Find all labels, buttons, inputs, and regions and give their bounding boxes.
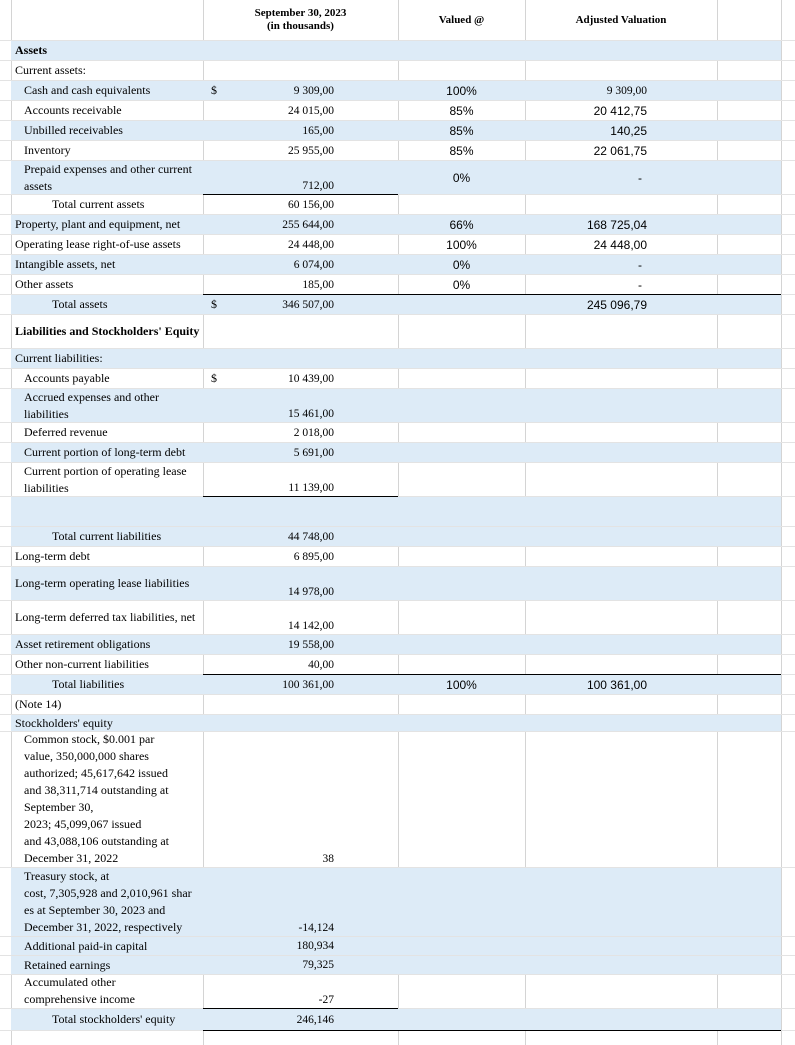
- value-cell[interactable]: 25 955,00: [288, 144, 334, 157]
- row-label-line: cost, 7,305,928 and 2,010,961 shar: [24, 886, 192, 900]
- table-row: [0, 389, 795, 423]
- row-label-line: authorized; 45,617,642 issued: [24, 766, 168, 780]
- valued-percent-cell[interactable]: 66%: [449, 217, 474, 232]
- underline-rule: [203, 674, 781, 675]
- row-label-line: December 31, 2022, respectively: [24, 920, 183, 934]
- row-label[interactable]: [11, 389, 203, 422]
- row-label-line: Common stock, $0.001 par: [24, 732, 155, 746]
- valued-percent-cell[interactable]: 100%: [446, 677, 477, 692]
- value-cell[interactable]: 79,325: [302, 959, 334, 971]
- table-row: [0, 275, 795, 295]
- value-cell[interactable]: 2 018,00: [293, 426, 334, 439]
- row-label-text: Current assets:: [15, 63, 86, 77]
- value-cell[interactable]: 246,146: [296, 1013, 334, 1026]
- adjusted-valuation-cell[interactable]: 22 061,75: [593, 143, 647, 158]
- row-label[interactable]: [11, 1009, 203, 1030]
- table-row: [0, 675, 795, 695]
- row-label-text: Total current assets: [52, 197, 145, 211]
- table-row: [0, 695, 795, 715]
- value-cell[interactable]: 100 361,00: [282, 678, 334, 691]
- row-label-text: Total stockholders' equity: [52, 1012, 176, 1026]
- row-label-text: Retained earnings: [24, 957, 111, 972]
- adjusted-valuation-cell[interactable]: 24 448,00: [593, 237, 647, 252]
- value-cell[interactable]: 11 139,00: [288, 482, 334, 494]
- value-cell[interactable]: 6 074,00: [293, 258, 334, 271]
- table-row: [0, 1009, 795, 1031]
- row-label-text: Inventory: [24, 143, 71, 157]
- row-label[interactable]: [11, 732, 203, 867]
- row-label-line: Treasury stock, at: [24, 869, 110, 883]
- value-cell[interactable]: -27: [318, 994, 334, 1006]
- row-label[interactable]: [11, 275, 203, 294]
- row-label-line: Accumulated other: [24, 975, 116, 989]
- table-row: [0, 868, 795, 937]
- row-label-text: Current portion of long-term debt: [24, 445, 186, 459]
- row-label-text: Accounts receivable: [24, 103, 122, 117]
- valued-percent-cell[interactable]: 0%: [452, 257, 471, 272]
- row-label[interactable]: [11, 423, 203, 442]
- value-cell[interactable]: 6 895,00: [293, 550, 334, 563]
- table-row: [0, 956, 795, 975]
- row-label-text: Intangible assets, net: [15, 257, 116, 271]
- table-row: [0, 547, 795, 567]
- value-cell[interactable]: 19 558,00: [288, 638, 334, 651]
- table-row: [0, 601, 795, 635]
- table-row: [0, 141, 795, 161]
- row-label-text: Other assets: [15, 277, 74, 291]
- row-label-text: Other non-current liabilities: [15, 657, 149, 671]
- row-label[interactable]: [11, 547, 203, 566]
- underline-rule: [203, 1030, 781, 1031]
- adjusted-valuation-cell[interactable]: -: [638, 277, 642, 292]
- table-row: [0, 527, 795, 547]
- currency-symbol: $: [211, 371, 217, 385]
- row-label[interactable]: [11, 675, 203, 694]
- value-cell[interactable]: 60 156,00: [288, 198, 334, 211]
- table-row: [0, 635, 795, 655]
- table-row: [0, 715, 795, 732]
- row-label-text: (Note 14): [15, 697, 62, 711]
- row-label[interactable]: [11, 655, 203, 674]
- row-label-line: value, 350,000,000 shares: [24, 749, 149, 763]
- row-label-text: Asset retirement obligations: [15, 637, 151, 651]
- header-row: [0, 0, 795, 41]
- row-label-line: and 38,311,714 outstanding at: [24, 783, 169, 797]
- table-row: [0, 443, 795, 463]
- row-label-text: Property, plant and equipment, net: [15, 217, 181, 231]
- value-cell[interactable]: 38: [322, 853, 334, 865]
- row-label[interactable]: [11, 255, 203, 274]
- row-label[interactable]: [11, 715, 203, 731]
- currency-symbol: $: [211, 83, 217, 97]
- value-cell[interactable]: 180,934: [296, 940, 334, 952]
- table-row: [0, 349, 795, 369]
- row-label-text: Long-term deferred tax liabilities, net: [15, 610, 196, 624]
- valued-percent-cell[interactable]: 85%: [449, 143, 474, 158]
- table-row: [0, 295, 795, 315]
- adjusted-valuation-cell[interactable]: 245 096,79: [586, 297, 647, 312]
- row-label[interactable]: [11, 315, 203, 348]
- value-cell[interactable]: 44 748,00: [288, 530, 334, 543]
- row-label[interactable]: [11, 567, 203, 600]
- row-label[interactable]: [11, 349, 203, 368]
- row-label-text: Total current liabilities: [52, 529, 162, 543]
- valued-percent-cell[interactable]: 85%: [449, 123, 474, 138]
- row-label-line: and 43,088,106 outstanding at: [24, 834, 169, 848]
- row-label-text: Total liabilities: [52, 677, 125, 691]
- table-row: [0, 463, 795, 497]
- row-label-text: Deferred revenue: [24, 425, 108, 439]
- row-label-line: comprehensive income: [24, 992, 135, 1006]
- adjusted-valuation-cell[interactable]: -: [638, 170, 642, 185]
- table-row: [0, 61, 795, 81]
- table-row: [0, 41, 795, 61]
- adjusted-valuation-cell[interactable]: 9 309,00: [606, 84, 647, 97]
- table-row: [0, 215, 795, 235]
- table-row: [0, 81, 795, 101]
- row-label[interactable]: [11, 141, 203, 160]
- value-cell[interactable]: 40,00: [308, 658, 334, 671]
- header-valued[interactable]: Valued @: [438, 13, 485, 26]
- row-label-text: Stockholders' equity: [15, 715, 113, 730]
- currency-symbol: $: [211, 297, 217, 311]
- row-label-text: Cash and cash equivalents: [24, 83, 151, 97]
- valued-percent-cell[interactable]: 85%: [449, 103, 474, 118]
- row-label-text: Prepaid expenses and other current assets: [24, 161, 192, 193]
- header-date-line1: September 30, 2023: [254, 7, 347, 19]
- row-label[interactable]: [11, 101, 203, 120]
- row-label[interactable]: [11, 121, 203, 140]
- value-cell[interactable]: 255 644,00: [282, 218, 334, 231]
- table-row: [0, 235, 795, 255]
- header-date-line2: (in thousands): [267, 20, 334, 32]
- table-row: [0, 369, 795, 389]
- row-label-text: Assets: [15, 43, 47, 57]
- table-row: [0, 732, 795, 868]
- value-cell[interactable]: 165,00: [302, 124, 334, 137]
- table-row: [0, 195, 795, 215]
- valued-percent-cell[interactable]: 100%: [446, 237, 477, 252]
- value-cell[interactable]: 14 142,00: [288, 620, 334, 632]
- row-label-text: Unbilled receivables: [24, 123, 123, 137]
- value-cell[interactable]: 712,00: [302, 180, 334, 192]
- row-label[interactable]: [11, 235, 203, 254]
- row-label-line: es at September 30, 2023 and: [24, 903, 166, 917]
- row-label[interactable]: [11, 497, 203, 526]
- underline-rule: [203, 1008, 398, 1009]
- adjusted-valuation-cell[interactable]: 20 412,75: [593, 103, 647, 118]
- table-row: [0, 161, 795, 195]
- value-cell[interactable]: 9 309,00: [293, 84, 334, 97]
- row-label-text: Current portion of operating lease liabilities: [24, 463, 187, 495]
- row-label-text: Long-term operating lease liabilities: [15, 576, 190, 590]
- table-row: [0, 567, 795, 601]
- adjusted-valuation-cell[interactable]: 100 361,00: [586, 677, 647, 692]
- value-cell[interactable]: -14,124: [298, 922, 334, 934]
- table-row: [0, 255, 795, 275]
- row-label[interactable]: [11, 61, 203, 80]
- table-row: [0, 497, 795, 527]
- row-label[interactable]: [11, 295, 203, 314]
- row-label-text: Additional paid-in capital: [24, 938, 148, 953]
- value-cell[interactable]: 15 461,00: [288, 408, 334, 420]
- row-label[interactable]: [11, 81, 203, 100]
- row-label-line: September 30,: [24, 800, 94, 814]
- value-cell[interactable]: 5 691,00: [293, 446, 334, 459]
- value-cell[interactable]: 346 507,00: [282, 298, 334, 311]
- header-adjusted-valuation[interactable]: Adjusted Valuation: [575, 13, 667, 26]
- value-cell[interactable]: 24 448,00: [288, 238, 334, 251]
- row-label[interactable]: [11, 601, 203, 634]
- value-cell[interactable]: 24 015,00: [288, 104, 334, 117]
- table-row: [0, 975, 795, 1009]
- row-label[interactable]: [11, 161, 203, 194]
- row-label[interactable]: [11, 527, 203, 546]
- valued-percent-cell[interactable]: 0%: [452, 170, 471, 185]
- valued-percent-cell[interactable]: 100%: [446, 83, 477, 98]
- table-row: [0, 423, 795, 443]
- value-cell[interactable]: 10 439,00: [288, 372, 334, 385]
- row-label-text: Long-term debt: [15, 549, 90, 563]
- table-row: [0, 121, 795, 141]
- adjusted-valuation-cell[interactable]: 168 725,04: [586, 217, 647, 232]
- adjusted-valuation-cell[interactable]: -: [638, 257, 642, 272]
- table-row: [0, 101, 795, 121]
- header-date[interactable]: [203, 0, 398, 40]
- value-cell[interactable]: 14 978,00: [288, 586, 334, 598]
- row-label-text: Operating lease right-of-use assets: [15, 237, 181, 251]
- table-row: [0, 655, 795, 675]
- table-row: [0, 937, 795, 956]
- table-row: [0, 315, 795, 349]
- row-label[interactable]: [11, 635, 203, 654]
- row-label[interactable]: [11, 195, 203, 214]
- row-label[interactable]: [11, 215, 203, 234]
- row-label-text: Liabilities and Stockholders' Equity: [15, 324, 200, 338]
- row-label[interactable]: [11, 443, 203, 462]
- valued-percent-cell[interactable]: 0%: [452, 277, 471, 292]
- row-label[interactable]: [11, 975, 203, 1008]
- row-label[interactable]: [11, 695, 203, 714]
- row-label-line: December 31, 2022: [24, 851, 119, 865]
- row-label-text: Accounts payable: [24, 371, 110, 385]
- row-label[interactable]: [11, 463, 203, 496]
- row-label-text: Accrued expenses and other liabilities: [24, 389, 159, 421]
- row-label-text: Total assets: [52, 297, 108, 311]
- value-cell[interactable]: 185,00: [302, 278, 334, 291]
- row-label[interactable]: [11, 956, 203, 974]
- row-label[interactable]: [11, 868, 203, 936]
- row-label[interactable]: [11, 937, 203, 955]
- row-label[interactable]: [11, 41, 203, 60]
- adjusted-valuation-cell[interactable]: 140,25: [610, 123, 647, 138]
- row-label[interactable]: [11, 369, 203, 388]
- row-label-line: 2023; 45,099,067 issued: [24, 817, 142, 831]
- row-label-text: Current liabilities:: [15, 351, 103, 365]
